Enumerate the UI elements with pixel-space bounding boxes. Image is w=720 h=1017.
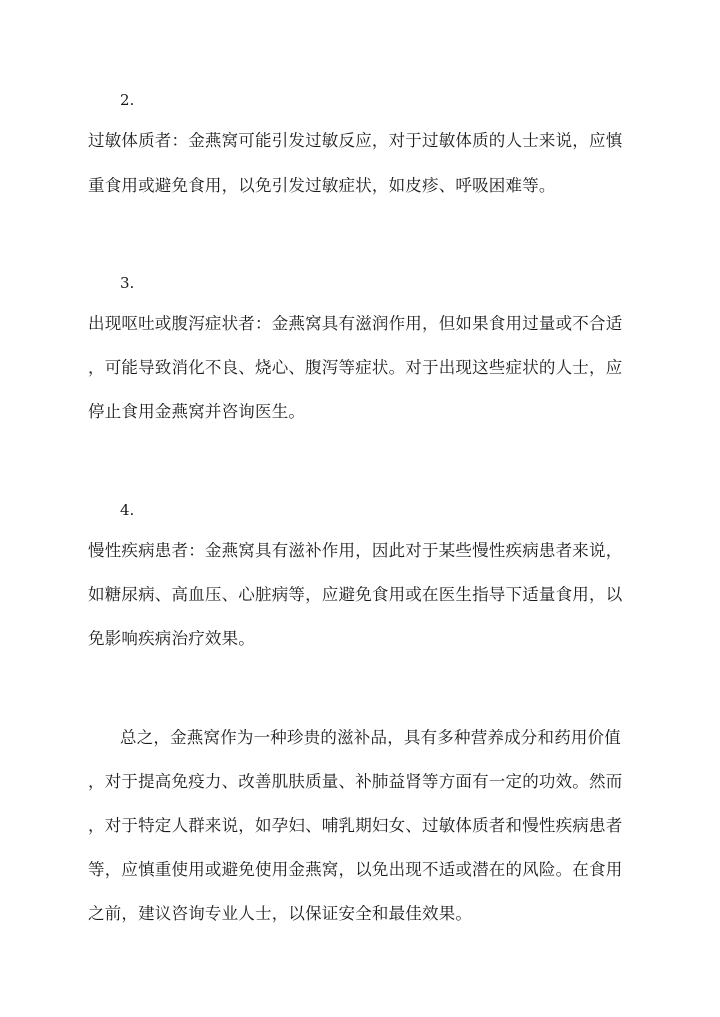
section-4-line-3: 免影响疾病治疗效果。 xyxy=(88,629,255,648)
section-3-line-3: 停止食用金燕窝并咨询医生。 xyxy=(88,402,306,421)
conclusion-line-5: 之前，建议咨询专业人士，以保证安全和最佳效果。 xyxy=(88,904,473,923)
section-3-line-1: 出现呕吐或腹泻症状者：金燕窝具有滋润作用，但如果食用过量或不合适 xyxy=(88,314,623,333)
section-number-3: 3. xyxy=(120,274,135,292)
section-number-4: 4. xyxy=(120,501,135,519)
section-number-2: 2. xyxy=(120,91,135,109)
conclusion-line-3: ，对于特定人群来说，如孕妇、哺乳期妇女、过敏体质者和慢性疾病患者 xyxy=(88,816,623,835)
section-4-line-1: 慢性疾病患者：金燕窝具有滋补作用，因此对于某些慢性疾病患者来说， xyxy=(88,541,623,560)
conclusion-line-4: 等，应慎重使用或避免使用金燕窝，以免出现不适或潜在的风险。在食用 xyxy=(88,860,623,879)
section-2-line-1: 过敏体质者：金燕窝可能引发过敏反应，对于过敏体质的人士来说，应慎 xyxy=(88,131,623,150)
conclusion-line-2: ，对于提高免疫力、改善肌肤质量、补肺益肾等方面有一定的功效。然而 xyxy=(88,772,623,791)
section-3-line-2: ，可能导致消化不良、烧心、腹泻等症状。对于出现这些症状的人士，应 xyxy=(88,358,623,377)
section-2-line-2: 重食用或避免食用，以免引发过敏症状，如皮疹、呼吸困难等。 xyxy=(88,176,556,195)
conclusion-line-1: 总之，金燕窝作为一种珍贵的滋补品，具有多种营养成分和药用价值 xyxy=(120,728,621,747)
section-4-line-2: 如糖尿病、高血压、心脏病等，应避免食用或在医生指导下适量食用，以 xyxy=(88,585,623,604)
